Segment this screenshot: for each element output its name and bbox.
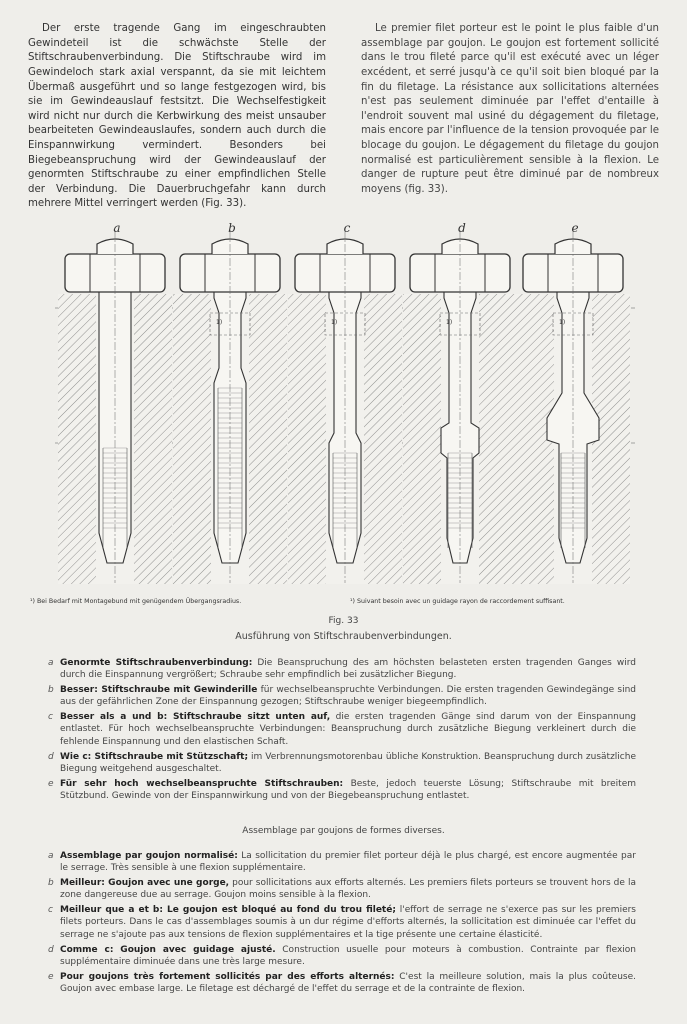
list-item	[48, 751, 636, 776]
bolt-d	[403, 221, 517, 584]
bolt-label: e	[571, 221, 579, 235]
plate-hatch	[134, 294, 172, 584]
footnote-marker: 1)	[446, 319, 453, 326]
bolt-label: b	[228, 221, 236, 235]
item-heading: Comme c: Goujon avec guidage ajusté.	[60, 944, 276, 955]
list-item	[48, 971, 636, 996]
plate-hatch	[58, 294, 96, 584]
item-letter: b	[48, 878, 54, 889]
item-heading: Wie c: Stiftschraube mit Stützschaft;	[60, 751, 249, 762]
item-letter: a	[48, 851, 54, 861]
bolt-b	[173, 221, 287, 584]
plate-hatch	[403, 294, 441, 584]
item-letter: c	[48, 712, 53, 723]
footnote-marker: 1)	[331, 319, 338, 326]
item-text: für wechselbeanspruchte Verbindungen. Die ersten tragenden Gewindegänge sind aus der gefährlichen Zone der Einspannung gezogen; Stiftschraube weniger biegeempfindlich.	[60, 685, 636, 708]
list-item	[48, 850, 636, 875]
french-intro-paragraph: Le premier filet porteur est le point le plus faible d'un assemblage par goujon. Le goujon est fortement sollicité dans le trou fileté parce qu'il est exécuté avec un léger excédent, et serré jusqu'à ce qu'il soit bien bloqué par la fin du filetage. La résistance aux sollicitations alternées n'est pas seulement diminuée par l'effet d'entaille à l'endroit souvent mal usiné du dégagement du filetage, mais encore par l'influence de la tension provoquée par le blocage du goujon. Le dégagement du filetage du goujon normalisé est particulièrement sensible à la flexion. Le danger de rupture peut être diminué par de nombreux moyens (fig. 33).	[361, 23, 659, 195]
item-text: C'est la meilleure solution, mais la plus coûteuse. Goujon avec embase large. Le filetage est déchargé de l'effet du serrage et de la contrainte de flexion.	[60, 971, 636, 994]
list-item	[48, 684, 636, 709]
bolt-label: c	[343, 221, 351, 235]
list-item	[48, 657, 636, 682]
list-item	[48, 711, 636, 748]
list-item	[48, 877, 636, 902]
item-letter: a	[48, 658, 54, 668]
list-item	[48, 944, 636, 969]
french-item-list	[48, 850, 636, 998]
footnote-marker: 1)	[559, 319, 566, 326]
german-intro-paragraph: Der erste tragende Gang im eingeschraubten Gewindeteil ist die schwächste Stelle der Stiftschraubenverbindung. Die Stiftschraube wird im Gewindeloch stark axial verspannt, da sie mit leichtem Übermaß ausgeführt und so lange festgezogen wird, bis sie im Gewindeauslauf festsitzt. Die Wechselfestigkeit wird nicht nur durch die Kerbwirkung des meist unsauber bearbeiteten Gewindeauslaufes, sondern auch durch die Einspannwirkung vermindert. Besonders bei Biegebeanspruchung wird der Gewindeauslauf der genormten Stiftschraube zu einer empfindlichen Stelle der Verbindung. Die Dauerbruchgefahr kann durch mehrere Mittel verringert werden (Fig. 33).	[28, 23, 326, 210]
item-heading: Assemblage par goujon normalisé:	[60, 851, 238, 861]
item-heading: Pour goujons très fortement sollicités par des efforts alternés:	[60, 971, 395, 982]
figure-number: Fig. 33	[328, 616, 359, 626]
stud-bolt-figure	[55, 218, 635, 593]
item-text: Construction usuelle pour moteurs à combustion. Contrainte par flexion supplémentaire diminuée dans une très large mesure.	[60, 944, 637, 967]
plate-hatch	[364, 294, 402, 584]
footnote-german: ¹) Bei Bedarf mit Montagebund mit genügendem Übergangsradius.	[30, 598, 242, 605]
item-letter: b	[48, 685, 54, 696]
caption-french: Assemblage par goujons de formes diverses.	[242, 826, 445, 836]
bolt-c	[288, 221, 402, 584]
plate-hatch	[173, 294, 211, 584]
bolt-a	[58, 221, 172, 584]
item-letter: c	[48, 905, 53, 916]
plate-hatch	[249, 294, 287, 584]
item-text: l'effort de serrage ne s'exerce pas sur les premiers filets porteurs. Dans le cas d'assemblages soumis à un dur régime d'efforts alternés, la sollicitation est diminuée car l'effet du serrage ne s'ajoute pas aux tensions de flexion supplémentaires et la tige présente une certaine élasticité.	[60, 905, 636, 940]
bolt-label: d	[458, 221, 466, 235]
item-heading: Besser als a und b: Stiftschraube sitzt unten auf,	[60, 712, 331, 723]
item-text: Die Beanspruchung des am höchsten belasteten ersten tragenden Ganges wird durch die Einspannung vergrößert; Schraube sehr empfindlich bei zusätzlicher Biegung.	[60, 658, 636, 681]
item-letter: d	[48, 944, 54, 955]
item-text: La sollicitation du premier filet porteur déjà le plus chargé, est encore augmentée par le serrage. Très sensible à une flexion supplémentaire.	[60, 851, 636, 874]
item-text: Beste, jedoch teuerste Lösung; Stiftschraube mit breitem Stützbund. Gewinde von der Einspannwirkung und von der Biegebeanspruchung entlastet.	[60, 778, 636, 801]
item-text: die ersten tragenden Gänge sind darum von der Einspannung entlastet. Für hoch wechselbeanspruchte Verbindungen: Beanspruchung durch zusätzliche Biegung verkleinert durch die fehlende Einspannung und den elastischen Schaft.	[60, 712, 637, 747]
item-text: im Verbrennungsmotorenbau übliche Konstruktion. Beanspruchung durch zusätzliche Biegung weitgehend ausgeschaltet.	[60, 751, 636, 774]
list-item	[48, 778, 636, 803]
item-heading: Meilleur que a et b: Le goujon est bloqué au fond du trou fileté;	[60, 905, 396, 916]
item-text: pour sollicitations aux efforts alternés. Les premiers filets porteurs se trouvent hors de la zone dangereuse due au serrage. Goujon moins sensible à la flexion.	[60, 878, 636, 901]
bolt-e	[516, 221, 630, 584]
item-heading: Genormte Stiftschraubenverbindung:	[60, 658, 253, 668]
footnote-french: ¹) Suivant besoin avec un guidage rayon de raccordement suffisant.	[350, 598, 565, 605]
item-letter: d	[48, 751, 54, 762]
german-item-list	[48, 657, 636, 805]
footnote-marker: 1)	[216, 319, 223, 326]
item-heading: Für sehr hoch wechselbeanspruchte Stiftschrauben:	[60, 778, 344, 789]
item-heading: Besser: Stiftschraube mit Gewinderille	[60, 685, 258, 696]
plate-hatch	[479, 294, 517, 584]
plate-hatch	[288, 294, 326, 584]
list-item	[48, 904, 636, 941]
caption-german: Ausführung von Stiftschraubenverbindungen.	[235, 631, 452, 642]
item-letter: e	[48, 971, 54, 982]
item-heading: Meilleur: Goujon avec une gorge,	[60, 878, 230, 889]
item-letter: e	[48, 778, 54, 789]
bolt-label: a	[113, 221, 121, 235]
